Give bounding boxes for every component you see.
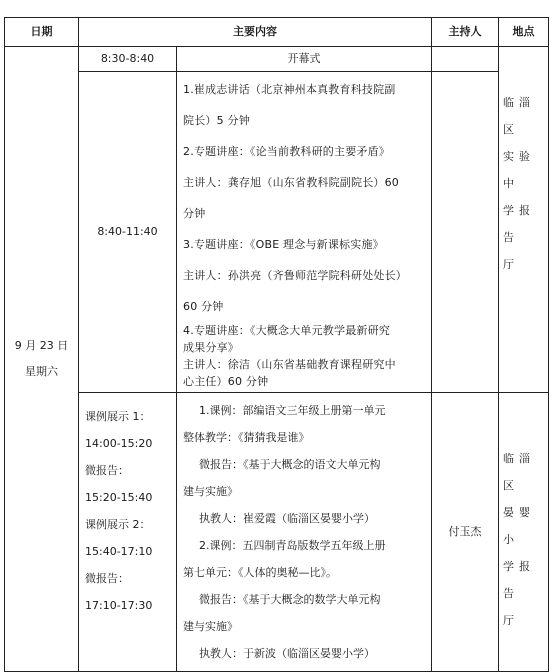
- content-line: 院长）5 分钟: [183, 114, 250, 127]
- morning-content: [177, 72, 432, 393]
- content-line: 微报告：《基于大概念的语文大单元构: [199, 458, 381, 471]
- content-line: 第七单元：《人体的奥秘—比》。: [183, 566, 337, 579]
- content-line: 分钟: [183, 207, 206, 220]
- venue-line: 学报告: [503, 204, 535, 244]
- morning-host-cell: [432, 72, 499, 393]
- content-line: 主讲人：徐洁（山东省基础教育课程研究中: [183, 358, 396, 371]
- venue-line: 厅: [503, 258, 519, 271]
- opening-time: 8:30-8:40: [79, 47, 177, 72]
- header-row: [5, 18, 549, 47]
- content-line: 成果分享》: [183, 341, 239, 354]
- content-line: 主讲人：龚存旭（山东省教科院副院长）60: [183, 176, 399, 189]
- content-line: 微报告：《基于大概念的数学大单元构: [199, 593, 381, 606]
- venue-line: 临淄区: [503, 96, 535, 136]
- content-line: 1.课例：部编语文三年级上册第一单元: [199, 404, 386, 417]
- content-line: 60 分钟: [183, 300, 224, 313]
- opening-label: 开幕式: [177, 47, 432, 72]
- time-line: 15:20-15:40: [85, 491, 153, 504]
- content-line: 2.课例：五四制青岛版数学五年级上册: [199, 539, 386, 552]
- venue-line: 晏婴小: [503, 506, 535, 546]
- content-line: 执教人：崔爱霞（临淄区晏婴小学）: [199, 512, 375, 525]
- content-line: 整体教学：《猜猜我是谁》: [183, 431, 310, 444]
- afternoon-times: [79, 393, 177, 672]
- content-line: 建与实施》: [183, 485, 238, 498]
- content-line: 建与实施》: [183, 620, 238, 633]
- content-line: 2.专题讲座：《论当前教科研的主要矛盾》: [183, 145, 390, 158]
- time-line: 15:40-17:10: [85, 545, 153, 558]
- afternoon-venue: [499, 393, 549, 672]
- venue-line: 临淄区: [503, 452, 535, 492]
- content-line: 心主任）60 分钟: [183, 375, 269, 388]
- time-line: 14:00-15:20: [85, 437, 153, 450]
- header-venue: 地点: [499, 18, 549, 47]
- schedule-table: [4, 17, 549, 672]
- time-line: 课例展示 1：: [85, 410, 151, 423]
- afternoon-host: 付玉杰: [432, 393, 499, 672]
- venue-line: 学报告: [503, 560, 535, 600]
- content-line: 1.崔成志讲话（北京神州本真教育科技院副: [183, 83, 396, 96]
- header-content: 主要内容: [79, 18, 432, 47]
- header-host: 主持人: [432, 18, 499, 47]
- opening-host-cell: [432, 47, 499, 72]
- weekday-text: 星期六: [25, 365, 58, 378]
- afternoon-content: [177, 393, 432, 672]
- morning-venue: [499, 47, 549, 393]
- morning-time: 8:40-11:40: [79, 72, 177, 393]
- date-text: 9 月 23 日: [14, 339, 69, 352]
- content-line: 主讲人：孙洪亮（齐鲁师范学院科研处处长）: [183, 269, 407, 282]
- content-line: 3.专题讲座：《OBE 理念与新课标实施》: [183, 238, 384, 251]
- opening-row: [5, 47, 549, 72]
- header-date: 日期: [5, 18, 79, 47]
- time-line: 微报告：: [85, 572, 129, 585]
- date-cell: [5, 47, 79, 672]
- content-line: 执教人：于新波（临淄区晏婴小学）: [199, 647, 375, 660]
- morning-row: [5, 72, 549, 393]
- time-line: 课例展示 2：: [85, 518, 151, 531]
- afternoon-row: [5, 393, 549, 672]
- venue-line: 实验中: [503, 150, 535, 190]
- time-line: 17:10-17:30: [85, 599, 153, 612]
- content-line: 4.专题讲座：《大概念大单元教学最新研究: [183, 324, 390, 337]
- time-line: 微报告：: [85, 464, 129, 477]
- venue-line: 厅: [503, 614, 519, 627]
